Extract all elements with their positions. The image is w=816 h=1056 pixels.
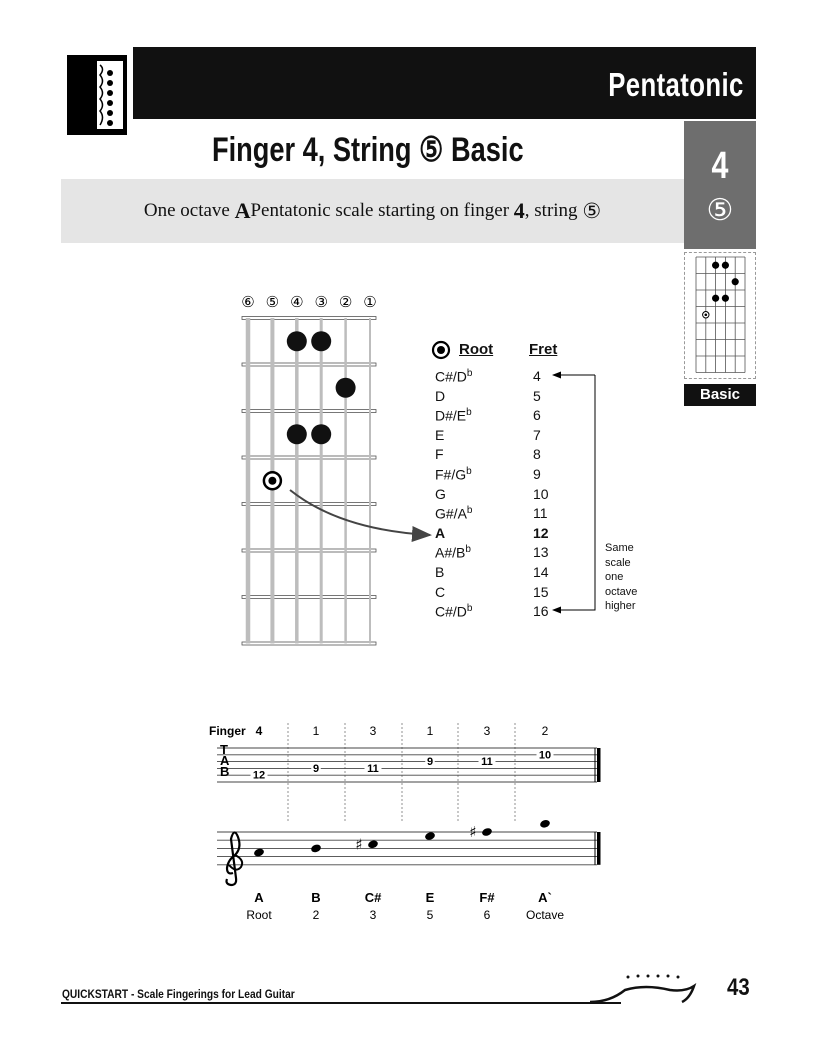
fret-wire [242, 363, 376, 366]
root-note-name: E [435, 426, 445, 443]
subtitle-prefix: One octave [143, 200, 230, 221]
note-name: B [311, 890, 321, 905]
root-note-name: $A\#/B^b$ [435, 544, 471, 562]
finger-number: 1 [426, 724, 434, 738]
string-label: ④ [290, 293, 304, 311]
side-tab-string: ⑤ [706, 194, 734, 227]
octave-note [605, 541, 637, 614]
staff-note-head [481, 827, 493, 837]
flat-sign: b [466, 603, 473, 615]
side-tab-finger: 4 [711, 145, 729, 187]
root-fret-number: 7 [533, 426, 541, 443]
root-arrow [260, 470, 440, 550]
root-note-name: C [435, 583, 446, 600]
staff-note-head [424, 831, 436, 841]
string-label: ① [363, 293, 377, 311]
fret-wire [242, 410, 376, 413]
subtitle-middle: Pentatonic scale starting on finger [250, 200, 510, 221]
staff-note-head [539, 819, 551, 829]
staff-note-head [367, 839, 379, 849]
finger-number: 1 [312, 724, 320, 738]
root-note-name: D [435, 387, 446, 404]
string-label: ⑤ [265, 293, 280, 311]
string-label: ⑥ [241, 293, 255, 311]
root-fret-number: 6 [533, 407, 541, 424]
octave-note-line: octave [605, 585, 638, 598]
tab-fret-number: 9 [426, 756, 434, 769]
scale-degree: 3 [369, 908, 377, 922]
mini-fretboard [685, 253, 755, 378]
octave-note-line: one [605, 571, 624, 583]
mini-note-dot [732, 278, 739, 285]
fret-wire [242, 596, 376, 599]
note-dot [311, 331, 331, 351]
page-title: Finger 4, String ⑤ Basic [212, 131, 524, 169]
sharp-sign: ♯ [355, 835, 363, 854]
footer-title: QUICKSTART - Scale Fingerings for Lead Guitar [62, 987, 295, 1001]
fret-header: Fret [529, 341, 558, 358]
note-name: F# [479, 890, 495, 905]
root-fret-number: 10 [533, 485, 549, 502]
tab-fret-number: 9 [312, 762, 320, 775]
root-fret-number: 11 [533, 505, 548, 522]
tab-fret-number: 11 [367, 762, 379, 775]
mini-fretboard-box [684, 252, 756, 379]
tab-final-bar [597, 748, 601, 782]
staff-final-bar [597, 832, 601, 865]
subtitle [61, 179, 684, 243]
scale-degree: 2 [312, 908, 320, 922]
note-dot [336, 378, 356, 398]
note-dot [311, 424, 331, 444]
page-number: 43 [727, 974, 750, 1001]
finger-number: 2 [541, 724, 549, 738]
flat-sign: b [466, 407, 472, 419]
basic-tag: Basic [684, 384, 756, 406]
octave-note-line: scale [605, 556, 631, 569]
root-fret-number: 13 [533, 544, 549, 561]
flat-sign: b [466, 466, 472, 477]
mini-note-dot [722, 295, 729, 302]
tab-letter: A [220, 753, 230, 768]
staff-note-head [310, 843, 322, 853]
root-fret-number: 8 [533, 446, 541, 463]
finger-number: 3 [483, 724, 491, 738]
flat-sign: b [466, 368, 473, 379]
note-name: E [425, 890, 435, 905]
scale-degree: 6 [483, 908, 491, 922]
string-label: ③ [314, 293, 328, 311]
mini-note-dot [712, 262, 719, 269]
scale-degree: Octave [525, 908, 565, 922]
subtitle-finger: 4 [513, 198, 525, 223]
guitar-neck-icon [590, 968, 700, 1008]
tab-letter: T [220, 742, 228, 757]
note-name: C# [364, 890, 382, 905]
root-note-name: F [435, 446, 444, 463]
guitar-string [246, 318, 251, 644]
mini-root-center [705, 313, 708, 316]
section-title: Pentatonic [608, 66, 744, 103]
subtitle-suffix: , string [524, 200, 578, 221]
subtitle-key: A [234, 198, 251, 223]
note-name: A` [538, 890, 552, 905]
string-label: ② [338, 293, 353, 311]
scale-degree: 5 [426, 908, 434, 922]
root-fret-number: 5 [533, 387, 541, 404]
tab-and-staff [205, 715, 615, 930]
root-note-name: G [435, 485, 446, 502]
finger-number: 4 [255, 724, 263, 738]
root-fret-number: 14 [533, 564, 549, 580]
root-fret-number: 15 [533, 583, 549, 600]
staff-note-head [253, 847, 265, 857]
tab-fret-number: 10 [538, 749, 552, 762]
fret-wire [242, 642, 376, 645]
tab-letter: B [220, 764, 230, 779]
root-header: Root [459, 341, 494, 358]
sharp-sign: ♯ [469, 823, 477, 841]
tab-fret-number: 11 [481, 756, 493, 769]
mini-note-dot [722, 262, 729, 269]
note-dot [287, 424, 307, 444]
footer-line [61, 1002, 621, 1004]
tab-fret-number: 12 [252, 769, 266, 782]
finger-label: Finger [209, 724, 246, 738]
subtitle-string: ⑤ [582, 198, 602, 223]
octave-bracket [535, 365, 605, 620]
flat-sign: b [465, 544, 471, 556]
root-fret-number: 9 [533, 466, 541, 482]
root-note-name: $G\#/A^b$ [435, 505, 473, 522]
scale-degree: Root [246, 908, 272, 922]
root-fret-number: 16 [533, 603, 549, 620]
root-note-name: $F\#/G^b$ [435, 466, 472, 483]
root-symbol-icon [431, 340, 453, 360]
root-note-name: $C\#/D^b$ [435, 603, 473, 620]
root-fret-number: 4 [533, 368, 541, 384]
root-note-name: $D\#/E^b$ [435, 407, 472, 424]
root-note-name: B [435, 564, 445, 580]
root-note-name: A [435, 524, 446, 541]
root-fret-number: 12 [533, 524, 549, 541]
note-dot [287, 331, 307, 351]
fret-wire [242, 317, 376, 320]
logo-icon [67, 55, 127, 135]
mini-note-dot [712, 295, 719, 302]
root-note-name: $C\#/D^b$ [435, 368, 473, 385]
finger-number: 3 [369, 724, 377, 738]
octave-note-line: higher [605, 600, 636, 612]
note-name: A [254, 890, 264, 905]
fret-wire [242, 456, 376, 459]
flat-sign: b [466, 505, 473, 517]
octave-note-line: Same [605, 542, 634, 554]
